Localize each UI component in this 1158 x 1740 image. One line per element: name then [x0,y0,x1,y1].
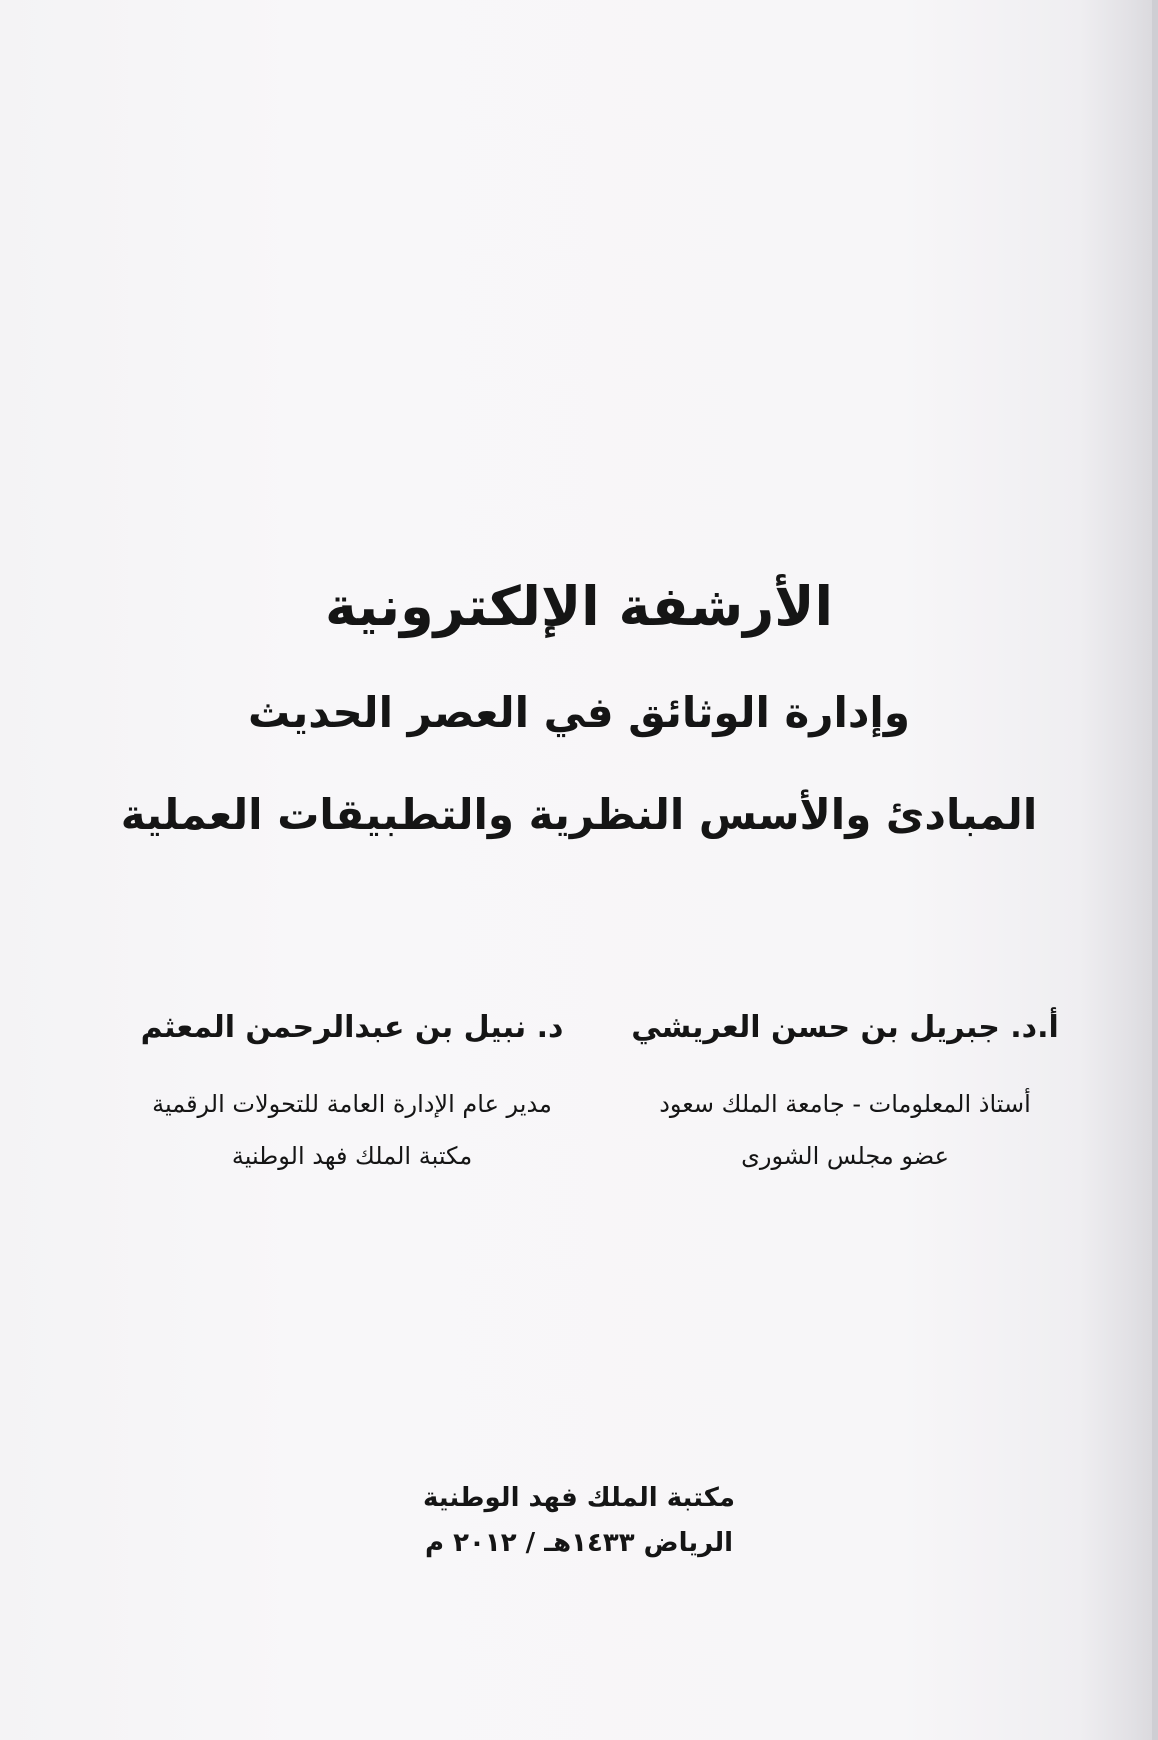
page-binding-edge [1152,0,1158,1740]
book-title: الأرشفة الإلكترونية [325,575,833,638]
author-affiliation: عضو مجلس الشورى [741,1142,949,1170]
book-subtitle: وإدارة الوثائق في العصر الحديث [248,688,910,737]
publication-place-date: الرياض ١٤٣٣هـ / ٢٠١٢ م [425,1528,733,1558]
author-affiliation: مدير عام الإدارة العامة للتحولات الرقمية [152,1090,552,1118]
author-affiliation: مكتبة الملك فهد الوطنية [231,1142,473,1170]
author-name: د. نبيل بن عبدالرحمن المعثم [140,1010,564,1045]
author-name: أ.د. جبريل بن حسن العريشي [631,1010,1059,1045]
publisher-name: مكتبة الملك فهد الوطنية [423,1483,735,1513]
author-affiliation: أستاذ المعلومات - جامعة الملك سعود [659,1090,1031,1118]
book-subtitle-secondary: المبادئ والأسس النظرية والتطبيقات العملية [120,790,1038,839]
